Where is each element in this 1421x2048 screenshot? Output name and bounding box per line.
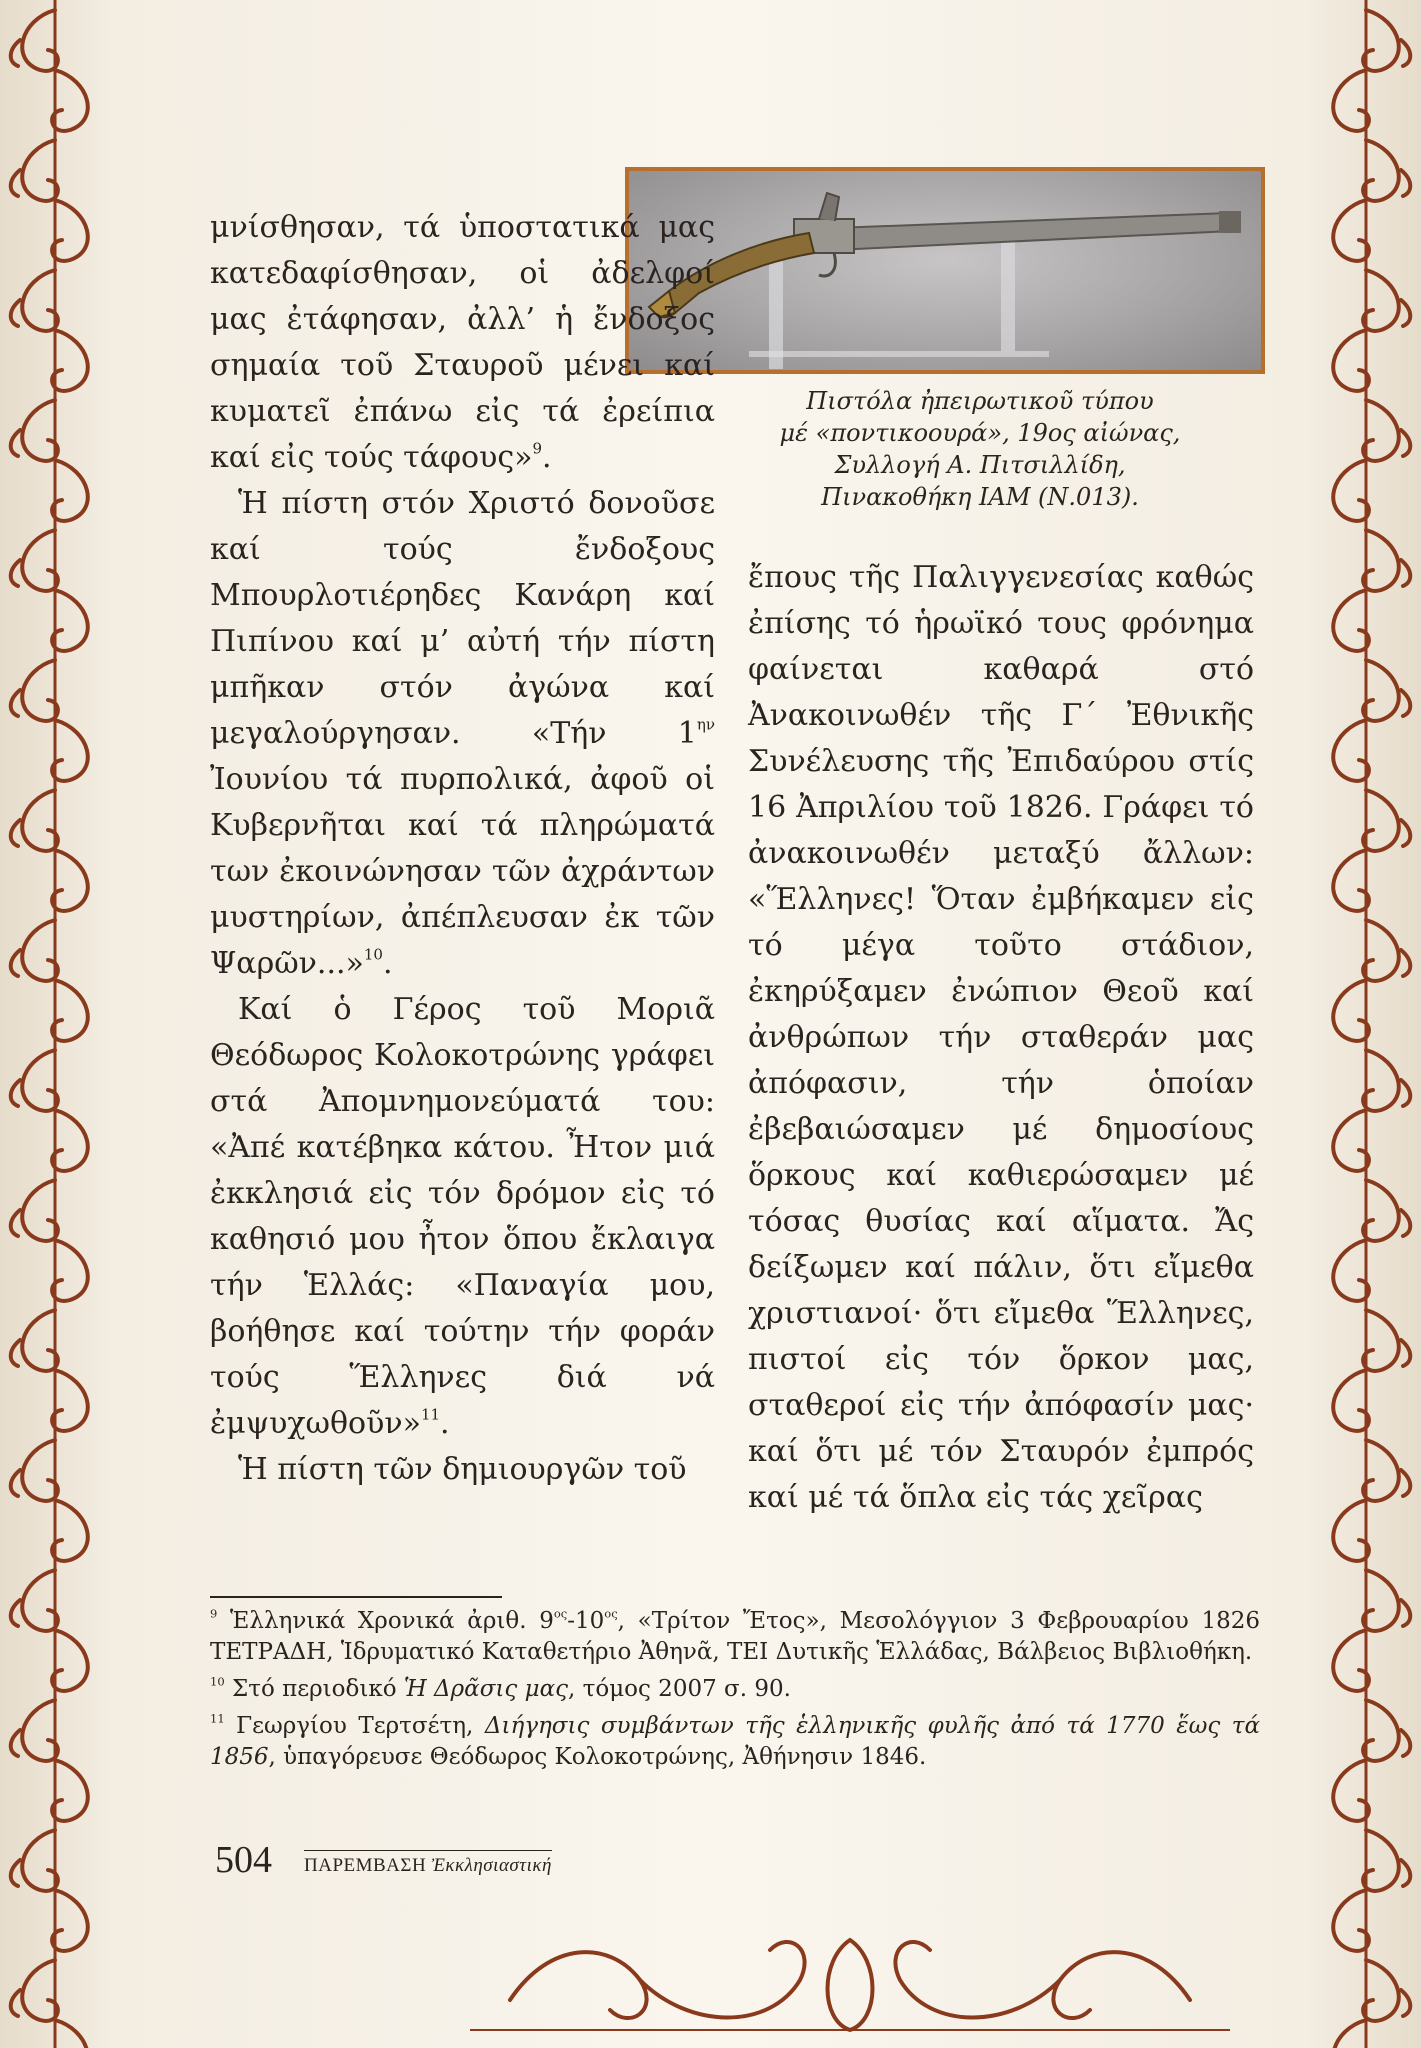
footnote-11 (210, 1711, 1260, 1773)
footnote-text: , ὑπαγόρευσε Θεόδωρος Κολοκοτρώνης, Ἀθήνησιν 1846. (268, 1744, 927, 1770)
ordinal-suffix: ος (553, 1606, 568, 1621)
footnote-10 (210, 1674, 1260, 1705)
left-ornamental-border (0, 0, 110, 2048)
bottom-ornament (470, 1880, 1230, 2048)
photo-caption (700, 385, 1260, 513)
pistol-image (629, 171, 1261, 370)
footnote-text: Ἑλληνικά Χρονικά ἀριθ. 9 (217, 1608, 554, 1634)
journal-name: ΠΑΡΕΜΒΑΣΗ (304, 1855, 427, 1876)
paragraph-text: Ἡ πίστη στόν Χριστό δονοῦσε καί τούς ἔνδοξους Μπουρλοτιέρηδες Κανάρη καί Πιπίνου καί μ’ αὐτή τήν πίστη μπῆκαν στόν ἀγώνα καί μεγαλούργησαν. «Τήν 1 (210, 486, 715, 751)
right-ornamental-border (1311, 0, 1421, 2048)
paragraph-text: Καί ὁ Γέρος τοῦ Μοριᾶ Θεόδωρος Κολοκοτρώνης γράφει στά Ἀπομνημονεύματά του: «Ἀπέ κατέβηκα κάτου. Ἦτον μιά ἐκκλησιά εἰς τόν δρόμον εἰς τό καθησιό μου ἦτον ὅπου ἔκλαιγα τήν Ἑλλάς: «Παναγία μου, βοήθησε καί τούτην τήν φοράν τούς Ἕλληνες διά νά ἐμψυχωθοῦν» (210, 992, 715, 1441)
footnote-ref[interactable]: 9 (532, 439, 543, 458)
footnote-ref[interactable]: 10 (363, 945, 383, 964)
page-number: 504 (215, 1839, 272, 1881)
caption-line: Πινακοθήκη ΙΑΜ (Ν.013). (821, 483, 1139, 511)
caption-line: Πιστόλα ἠπειρωτικοῦ τύπου (806, 387, 1154, 415)
paragraph-text: μνίσθησαν, τά ὑποστατικά μας κατεδαφίσθησαν, οἱ ἀδελφοί μας ἐτάφησαν, ἀλλ’ ἡ ἔνδοξος σημαία τοῦ Σταυροῦ μένει καί κυματεῖ ἐπάνω εἰς τά ἐρείπια καί εἰς τούς τάφους» (210, 210, 715, 475)
footnote-text: Γεωργίου Τερτσέτη, (224, 1713, 485, 1739)
paragraph (210, 205, 715, 481)
paragraph (210, 481, 715, 987)
right-text-column (748, 555, 1254, 1521)
footnote-number: 10 (210, 1674, 225, 1689)
caption-line (700, 417, 1260, 449)
journal-title: Ἡ Δρᾶσις μας (403, 1676, 568, 1702)
running-head (304, 1850, 552, 1877)
footnote-text: Στό περιοδικό (224, 1676, 404, 1702)
footnote-separator (210, 1596, 502, 1598)
caption-line-text: μέ «ποντικοουρά», 19ος αἰώνας, (779, 419, 1181, 447)
caption-line: Συλλογή Α. Πιτσιλλίδη, (834, 451, 1126, 479)
paragraph: ἔπους τῆς Παλιγγενεσίας καθώς ἐπίσης τό ἡρωϊκό τους φρόνημα φαίνεται καθαρά στό Ἀνακοινωθέν τῆς Γ΄ Ἐθνικῆς Συνέλευσης τῆς Ἐπιδαύρου στίς 16 Ἀπριλίου τοῦ 1826. Γράφει τό ἀνακοινωθέν μεταξύ ἄλλων: «Ἕλληνες! Ὅταν ἐμβήκαμεν εἰς τό μέγα τοῦτο στάδιον, ἐκηρύξαμεν ἐνώπιον Θεοῦ καί ἀνθρώπων τήν σταθεράν μας ἀπόφασιν, τήν ὁποίαν ἐβεβαιώσαμεν μέ δημοσίους ὅρκους καί καθιερώσαμεν μέ τόσας θυσίας καί αἵματα. Ἄς δείξωμεν καί πάλιν, ὅτι εἴμεθα χριστιανοί· ὅτι εἴμεθα Ἕλληνες, πιστοί εἰς τόν ὅρκον μας, σταθεροί εἰς τήν ἀπόφασίν μας· καί ὅτι μέ τόν Σταυρόν ἐμπρός καί μέ τά ὅπλα εἰς τάς χεῖρας (748, 560, 1254, 1515)
punctuation: . (542, 440, 552, 475)
ordinal-suffix: ος (604, 1606, 618, 1621)
footnote-text: , «Τρίτον Ἔτος», Μεσολόγγιον 3 Φεβρουαρίου 1826 ΤΕΤΡΑΔΗ, Ἱδρυματικό Καταθετήριο Ἀθηνᾶ, ΤΕΙ Δυτικῆς Ἑλλάδας, Βάλβειος Βιβλιοθήκη. (210, 1608, 1260, 1665)
footnote-number: 9 (210, 1606, 218, 1621)
footnote-text: , τόμος 2007 σ. 90. (568, 1676, 791, 1702)
paragraph (210, 987, 715, 1447)
footnote-text: -10 (567, 1608, 605, 1634)
footnote-ref[interactable]: 11 (420, 1405, 441, 1424)
book-title: Διήγησις συμβάντων τῆς ἑλληνικῆς φυλῆς ἀπό τά 1770 ἕως τά 1856 (210, 1713, 1261, 1770)
punctuation: . (440, 1406, 450, 1441)
journal-subtitle: Ἐκκλησιαστική (431, 1855, 552, 1876)
punctuation: . (382, 946, 393, 981)
footnotes (210, 1606, 1260, 1779)
footnote-9 (210, 1606, 1260, 1668)
paragraph: Ἡ πίστη τῶν δημιουργῶν τοῦ (238, 1452, 687, 1487)
footnote-number: 11 (210, 1711, 225, 1726)
ordinal-suffix: ην (696, 715, 715, 734)
paragraph-text: Ἰουνίου τά πυρπολικά, ἀφοῦ οἱ Κυβερνῆται καί τά πληρώματά των ἐκοινώνησαν τῶν ἀχράντων μυστηρίων, ἀπέπλευσαν ἐκ τῶν Ψαρῶν...» (210, 762, 715, 981)
left-text-column (210, 205, 715, 1493)
pistol-photo (625, 167, 1265, 374)
